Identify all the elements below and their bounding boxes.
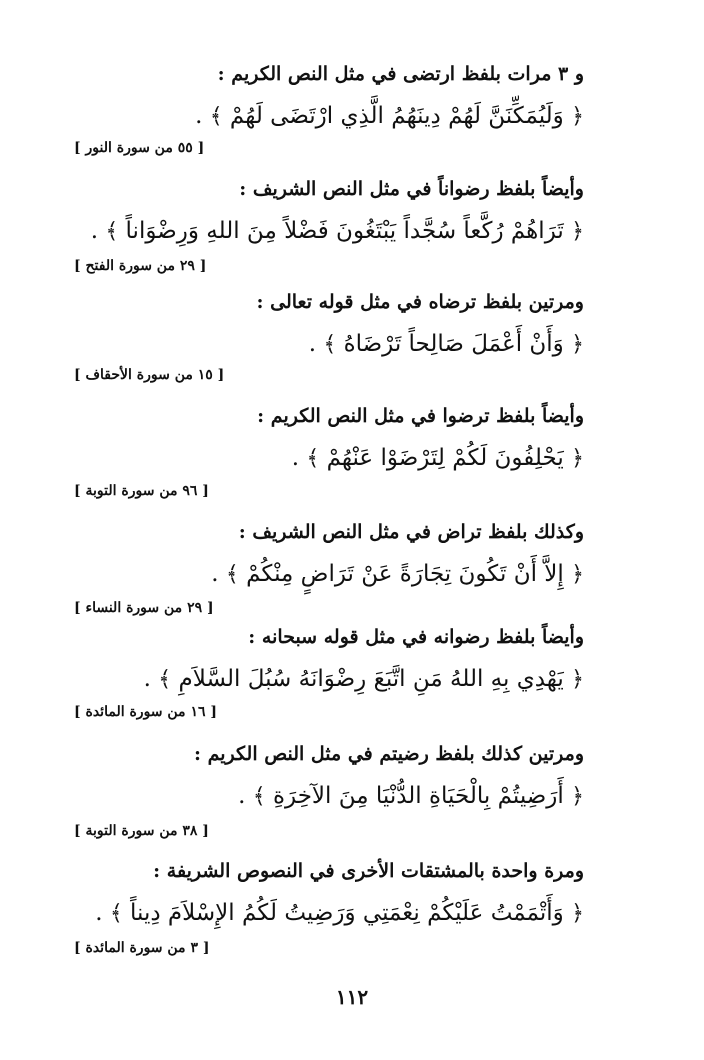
verse-reference: [ ٣ من سورة المائدة ] <box>74 940 210 956</box>
verse-end-mark: . <box>195 103 203 129</box>
close-bracket-icon: ﴾ <box>109 901 123 926</box>
verse-text: إِلاَّ أَنْ تَكُونَ تِجَارَةً عَنْ تَرَاضٍ مِنْكُمْ <box>246 561 564 587</box>
quran-verse <box>64 98 584 135</box>
entry-intro: و ٣ مرات بلفظ ارتضى في مثل النص الكريم : <box>217 63 584 85</box>
entry-3 <box>64 288 584 363</box>
quran-verse <box>64 778 584 815</box>
verse-reference: [ ٩٦ من سورة التوبة ] <box>74 483 209 499</box>
verse-text: وَأَنْ أَعْمَلَ صَالِحاً تَرْضَاهُ <box>343 331 564 357</box>
entry-intro: وأيضاً بلفظ ترضوا في مثل النص الكريم : <box>257 405 584 427</box>
quran-verse <box>64 895 584 932</box>
entry-1 <box>64 60 584 135</box>
entry-8 <box>64 857 584 932</box>
open-bracket-icon: ﴿ <box>571 332 584 357</box>
open-bracket-icon: ﴿ <box>571 784 584 809</box>
verse-reference: [ ١٦ من سورة المائدة ] <box>74 704 217 720</box>
verse-end-mark: . <box>143 666 151 692</box>
quran-verse <box>64 661 584 698</box>
quran-verse <box>64 213 584 250</box>
verse-end-mark: . <box>90 218 99 244</box>
entry-intro: ومرة واحدة بالمشتقات الأخرى في النصوص الشريفة : <box>153 860 584 882</box>
quran-verse <box>64 440 584 477</box>
entry-7 <box>64 740 584 815</box>
entry-intro: ومرتين كذلك بلفظ رضيتم في مثل النص الكريم : <box>194 743 584 765</box>
open-bracket-icon: ﴿ <box>571 562 584 587</box>
page-number: ١١٢ <box>335 985 369 1009</box>
close-bracket-icon: ﴾ <box>225 562 239 587</box>
close-bracket-icon: ﴾ <box>209 104 223 129</box>
open-bracket-icon: ﴿ <box>571 901 584 926</box>
open-bracket-icon: ﴿ <box>571 446 584 471</box>
entry-6 <box>64 623 584 698</box>
close-bracket-icon: ﴾ <box>306 446 320 471</box>
open-bracket-icon: ﴿ <box>571 219 584 244</box>
close-bracket-icon: ﴾ <box>105 219 119 244</box>
verse-reference: [ ٢٩ من سورة النساء ] <box>74 600 214 616</box>
quran-verse <box>64 326 584 363</box>
entry-intro: وكذلك بلفظ تراض في مثل النص الشريف : <box>238 521 584 543</box>
verse-end-mark: . <box>238 783 246 809</box>
verse-text: تَرَاهُمْ رُكَّعاً سُجَّداً يَبْتَغُونَ فَضْلاً مِنَ اللهِ وَرِضْوَاناً <box>125 218 564 244</box>
verse-reference: [ ١٥ من سورة الأحقاف ] <box>74 367 225 383</box>
close-bracket-icon: ﴾ <box>158 667 172 692</box>
close-bracket-icon: ﴾ <box>252 784 266 809</box>
entry-5 <box>64 518 584 593</box>
verse-text: وَلَيُمَكِّنَنَّ لَهُمْ دِينَهُمُ الَّذِي ارْتَضَى لَهُمْ <box>229 103 564 129</box>
open-bracket-icon: ﴿ <box>571 667 584 692</box>
verse-end-mark: . <box>308 331 317 357</box>
verse-end-mark: . <box>291 445 300 471</box>
verse-text: يَحْلِفُونَ لَكُمْ لِتَرْضَوْا عَنْهُمْ <box>326 445 564 471</box>
verse-reference: [ ٣٨ من سورة التوبة ] <box>74 823 209 839</box>
entry-2 <box>64 175 584 250</box>
entry-intro: وأيضاً بلفظ رضواناً في مثل النص الشريف : <box>239 178 584 200</box>
verse-reference: [ ٢٩ من سورة الفتح ] <box>74 258 207 274</box>
open-bracket-icon: ﴿ <box>571 104 584 129</box>
entry-intro: ومرتين بلفظ ترضاه في مثل قوله تعالى : <box>256 291 584 313</box>
verse-text: يَهْدِي بِهِ اللهُ مَنِ اتَّبَعَ رِضْوَانَهُ سُبُلَ السَّلاَمِ <box>178 666 564 692</box>
entry-4 <box>64 402 584 477</box>
verse-reference: [ ٥٥ من سورة النور ] <box>74 140 205 156</box>
entry-intro: وأيضاً بلفظ رضوانه في مثل قوله سبحانه : <box>248 626 584 648</box>
verse-text: أَرَضِيتُمْ بِالْحَيَاةِ الدُّنْيَا مِنَ الآخِرَةِ <box>272 783 564 809</box>
verse-text: وَأَتْمَمْتُ عَلَيْكُمْ نِعْمَتِي وَرَضِيتُ لَكُمُ الإِسْلاَمَ دِيناً <box>130 900 564 926</box>
verse-end-mark: . <box>95 900 103 926</box>
close-bracket-icon: ﴾ <box>323 332 337 357</box>
verse-end-mark: . <box>211 561 219 587</box>
quran-verse <box>64 556 584 593</box>
